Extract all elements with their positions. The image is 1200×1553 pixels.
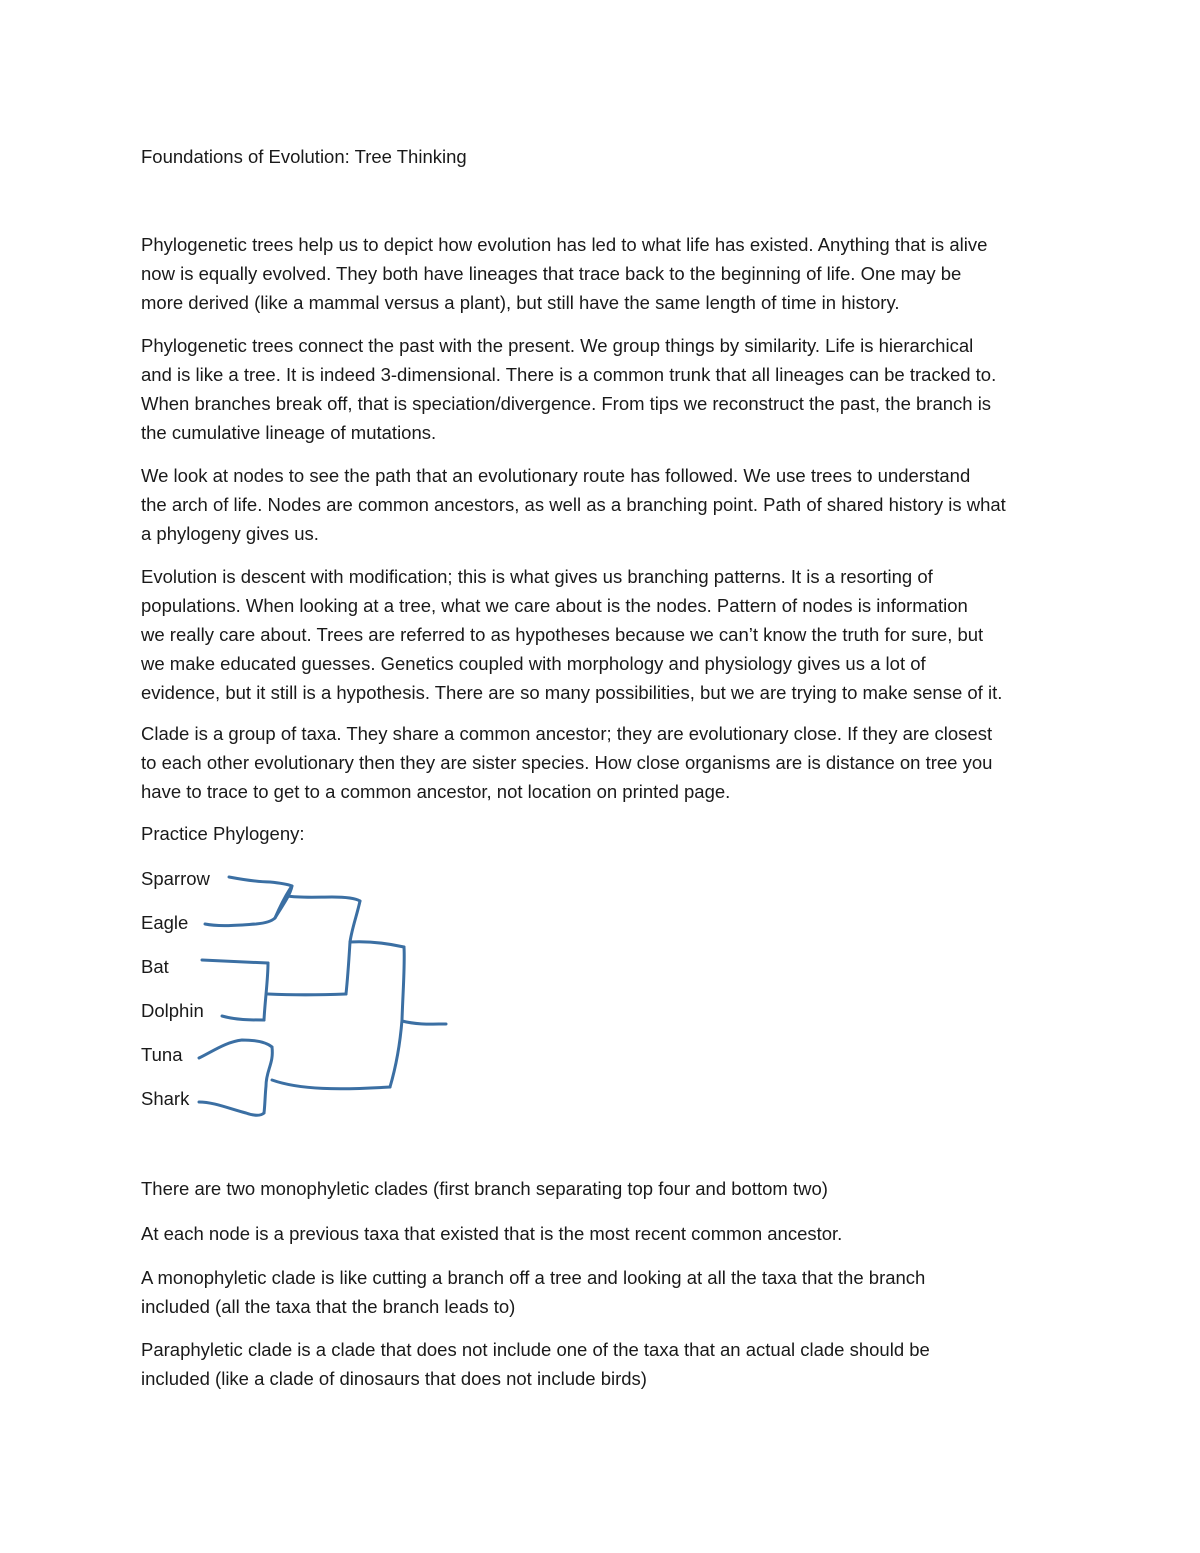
- note-monophyletic-definition: [141, 1263, 1071, 1321]
- paragraph-line: included (all the taxa that the branch leads to): [141, 1296, 516, 1317]
- paragraph-line: We look at nodes to see the path that an evolutionary route has followed. We use trees to understand: [141, 465, 971, 486]
- paragraph-line: Evolution is descent with modification; this is what gives us branching patterns. It is a resorting of: [141, 566, 933, 587]
- branch-mammal-clade: [268, 994, 346, 995]
- paragraph-phylogenetic-trees: [141, 230, 1071, 317]
- paragraph-line: Paraphyletic clade is a clade that does not include one of the taxa that an actual clade should be: [141, 1339, 930, 1360]
- paragraph-line: A monophyletic clade is like cutting a branch off a tree and looking at all the taxa that the branch: [141, 1267, 926, 1288]
- node-mammal-clade: [264, 963, 268, 1020]
- taxon-label-eagle: Eagle: [141, 912, 189, 933]
- paragraph-nodes: [141, 461, 1071, 548]
- paragraph-line: have to trace to get to a common ancestor, not location on printed page.: [141, 781, 731, 802]
- note-paraphyletic-definition: [141, 1335, 1071, 1393]
- paragraph-line: a phylogeny gives us.: [141, 523, 319, 544]
- branch-dolphin: [222, 1016, 264, 1020]
- paragraph-line: to each other evolutionary then they are sister species. How close organisms are is distance on tree you: [141, 752, 993, 773]
- node-fish-clade: [264, 1047, 272, 1113]
- paragraph-descent-with-modification: [141, 562, 1071, 707]
- practice-heading: Practice Phylogeny:: [141, 823, 305, 844]
- paragraph-line: we really care about. Trees are referred to as hypotheses because we can’t know the truth for sure, but: [141, 624, 984, 645]
- taxon-label-shark: Shark: [141, 1088, 190, 1109]
- paragraph-line: Phylogenetic trees help us to depict how evolution has led to what life has existed. Anything that is alive: [141, 234, 988, 255]
- taxon-label-bat: Bat: [141, 956, 169, 977]
- root-stem: [402, 1021, 446, 1024]
- node-bird-clade: [275, 886, 292, 918]
- paragraph-past-present: [141, 331, 1071, 447]
- document-title: Foundations of Evolution: Tree Thinking: [141, 146, 467, 167]
- paragraph-line: the arch of life. Nodes are common ancestors, as well as a branching point. Path of shared history is what: [141, 494, 1006, 515]
- taxon-label-dolphin: Dolphin: [141, 1000, 204, 1021]
- node-root: [390, 947, 404, 1087]
- paragraph-line: the cumulative lineage of mutations.: [141, 422, 437, 443]
- branch-sparrow: [229, 877, 292, 886]
- paragraph-line: Clade is a group of taxa. They share a common ancestor; they are evolutionary close. If they are closest: [141, 723, 993, 744]
- branch-eagle: [205, 918, 275, 926]
- taxon-label-sparrow: Sparrow: [141, 868, 210, 889]
- note-node-ancestor: [141, 1219, 1071, 1248]
- paragraph-clade: [141, 719, 1071, 806]
- paragraph-line: Phylogenetic trees connect the past with the present. We group things by similarity. Life is hierarchical: [141, 335, 974, 356]
- branch-shark: [199, 1102, 264, 1115]
- paragraph-line: more derived (like a mammal versus a plant), but still have the same length of time in history.: [141, 292, 900, 313]
- paragraph-line: When branches break off, that is speciation/divergence. From tips we reconstruct the past, the branch is: [141, 393, 992, 414]
- branch-tuna: [199, 1040, 272, 1058]
- branch-fish-clade: [272, 1080, 390, 1089]
- branch-tetrapod-clade: [350, 942, 404, 947]
- paragraph-line: populations. When looking at a tree, what we care about is the nodes. Pattern of nodes is information: [141, 595, 968, 616]
- paragraph-line: included (like a clade of dinosaurs that does not include birds): [141, 1368, 647, 1389]
- taxon-label-tuna: Tuna: [141, 1044, 183, 1065]
- node-tetrapod-clade: [346, 901, 360, 994]
- paragraph-line: and is like a tree. It is indeed 3-dimensional. There is a common trunk that all lineages can be tracked to.: [141, 364, 997, 385]
- paragraph-line: we make educated guesses. Genetics coupled with morphology and physiology gives us a lot of: [141, 653, 926, 674]
- paragraph-line: evidence, but it still is a hypothesis. There are so many possibilities, but we are trying to make sense of it.: [141, 682, 1003, 703]
- note-monophyletic-clades: [141, 1174, 1071, 1203]
- paragraph-line: At each node is a previous taxa that existed that is the most recent common ancestor.: [141, 1223, 843, 1244]
- branch-bird-clade: [287, 896, 360, 901]
- branch-bat: [202, 960, 268, 963]
- paragraph-line: There are two monophyletic clades (first branch separating top four and bottom two): [141, 1178, 828, 1199]
- paragraph-line: now is equally evolved. They both have lineages that trace back to the beginning of life. One may be: [141, 263, 962, 284]
